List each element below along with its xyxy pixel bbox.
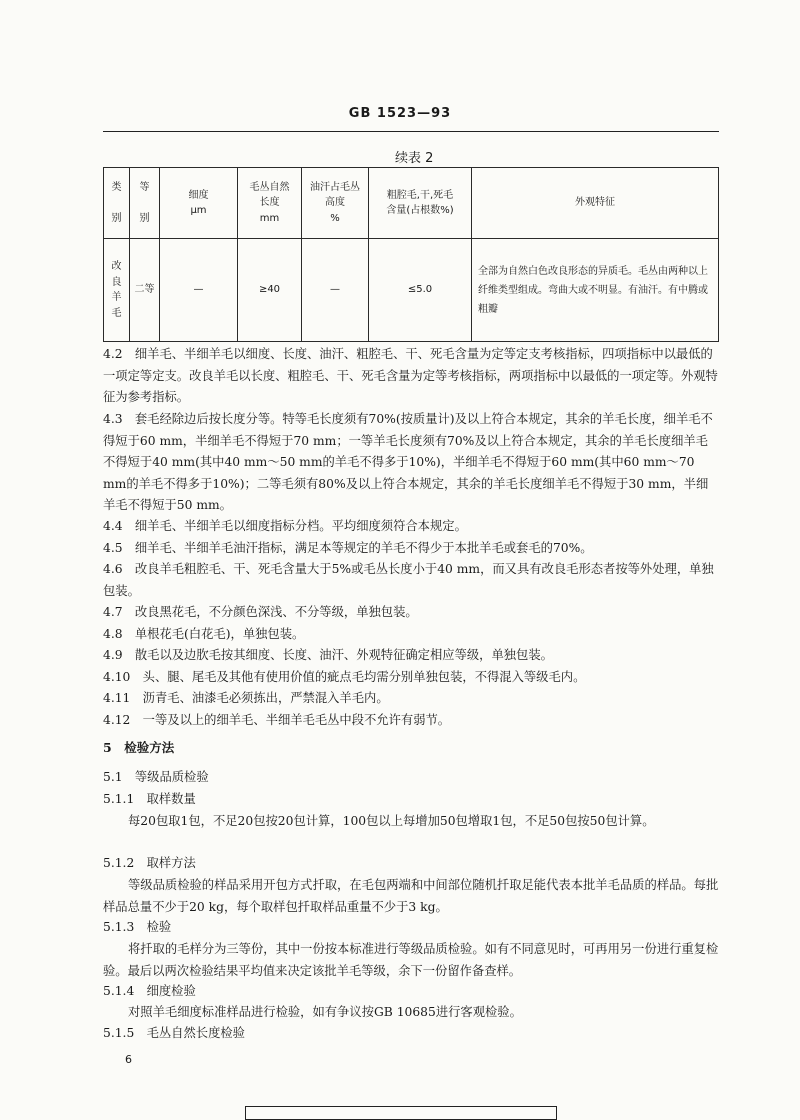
clause-4-2: 4.2 细羊毛、半细羊毛以细度、长度、油汗、粗腔毛、干、死毛含量为定等定支考核指标，四项指标中以最低的一项定等定支。改良羊毛以长度、粗腔毛、干、死毛含量为定等考核指标，两项指标中以最低的一项定等。外观特征为参考指标。 (103, 347, 718, 404)
section-5-1-3-text: 将扦取的毛样分为三等份，其中一份按本标准进行等级品质检验。如有不同意见时，可再用另一份进行重复检验。最后以两次检验结果平均值来决定该批羊毛等级，余下一份留作备查样。 (103, 942, 719, 978)
wool-grade-table (103, 167, 719, 342)
cell-appearance: 全部为自然白色改良形态的异质毛。毛丛由两种以上纤维类型组成。弯曲大或不明显。有油汗。有中腾或粗瓣 (472, 239, 719, 342)
cell-fineness: — (160, 239, 238, 342)
clause-4-12: 4.12 一等及以上的细羊毛、半细羊毛毛丛中段不允许有弱节。 (103, 713, 451, 727)
table-row (104, 239, 719, 342)
section-5-1-5-heading: 5.1.5 毛丛自然长度检验 (103, 1026, 245, 1040)
section-5-1-1-heading: 5.1.1 取样数量 (103, 792, 196, 806)
section-5-1-heading: 5.1 等级品质检验 (103, 770, 209, 784)
clause-4-6: 4.6 改良羊毛粗腔毛、干、死毛含量大于5%或毛丛长度小于40 mm，而又具有改良毛形态者按等外处理，单独包装。 (103, 562, 714, 598)
section-5-1-2-heading: 5.1.2 取样方法 (103, 856, 196, 870)
section-5-1-4-text: 对照羊毛细度标准样品进行检验，如有争议按GB 10685进行客观检验。 (128, 1005, 522, 1019)
page-number: 6 (125, 1053, 132, 1066)
cell-staple-length: ≥40 (238, 239, 302, 342)
col-kemp-content: 粗腔毛,干,死毛 含量(占根数%) (369, 168, 472, 239)
clause-4-11: 4.11 沥青毛、油漆毛必须拣出，严禁混入羊毛内。 (103, 691, 389, 705)
col-category: 类 别 (104, 168, 130, 239)
clause-4-4: 4.4 细羊毛、半细羊毛以细度指标分档。平均细度须符合本规定。 (103, 519, 467, 533)
clause-4-3: 4.3 套毛经除边后按长度分等。特等毛长度须有70%(按质量计)及以上符合本规定，其余的羊毛长度，细羊毛不得短于60 mm，半细羊毛不得短于70 mm；一等羊毛长度须有70%及以上符合本规定，其余的羊毛长度细羊毛不得短于40 mm(其中40 mm～50 mm的羊毛不得多于10%)，半细羊毛不得短于60 mm(其中60 mm～70 mm的羊毛不得多于10%)；二等毛须有80%及以上符合本规定，其余的羊毛长度细羊毛不得短于30 mm，半细羊毛不得短于50 mm。 (103, 412, 713, 512)
section-5-1-1-text: 每20包取1包，不足20包按20包计算，100包以上每增加50包增取1包，不足50包按50包计算。 (128, 814, 655, 828)
clause-4-9: 4.9 散毛以及边肷毛按其细度、长度、油汗、外观特征确定相应等级，单独包装。 (103, 648, 553, 662)
clause-4-7: 4.7 改良黑花毛，不分颜色深浅、不分等级，单独包装。 (103, 605, 418, 619)
col-appearance: 外观特征 (472, 168, 719, 239)
clause-4-10: 4.10 头、腿、尾毛及其他有使用价值的疵点毛均需分别单独包装，不得混入等级毛内。 (103, 670, 586, 684)
section-5-heading: 5 检验方法 (103, 740, 175, 755)
col-staple-length: 毛丛自然 长度 mm (238, 168, 302, 239)
section-5-1-3-heading: 5.1.3 检验 (103, 920, 172, 934)
table-caption: 续表 2 (395, 151, 434, 166)
section-5-1-2-text: 等级品质检验的样品采用开包方式扦取，在毛包两端和中间部位随机扦取足能代表本批羊毛品质的样品。每批样品总量不少于20 kg，每个取样包扦取样品重量不少于3 kg。 (103, 878, 719, 914)
clause-4-5: 4.5 细羊毛、半细羊毛油汗指标，满足本等规定的羊毛不得少于本批羊毛或套毛的70%。 (103, 541, 593, 555)
cell-category: 改 良 羊 毛 (104, 239, 130, 342)
section-5-1-4-heading: 5.1.4 细度检验 (103, 984, 196, 998)
standard-code-header: GB 1523—93 (348, 106, 452, 121)
table-header-row (104, 168, 719, 239)
col-yolk-height: 油汗占毛丛 高度 % (302, 168, 369, 239)
col-grade: 等 别 (130, 168, 160, 239)
col-fineness: 细度 μm (160, 168, 238, 239)
cell-grade: 二等 (130, 239, 160, 342)
cell-kemp-content: ≤5.0 (369, 239, 472, 342)
header-rule (103, 131, 719, 132)
cell-yolk-height: — (302, 239, 369, 342)
clause-4-8: 4.8 单根花毛(白花毛)，单独包装。 (103, 627, 305, 641)
footer-box (245, 1106, 557, 1120)
